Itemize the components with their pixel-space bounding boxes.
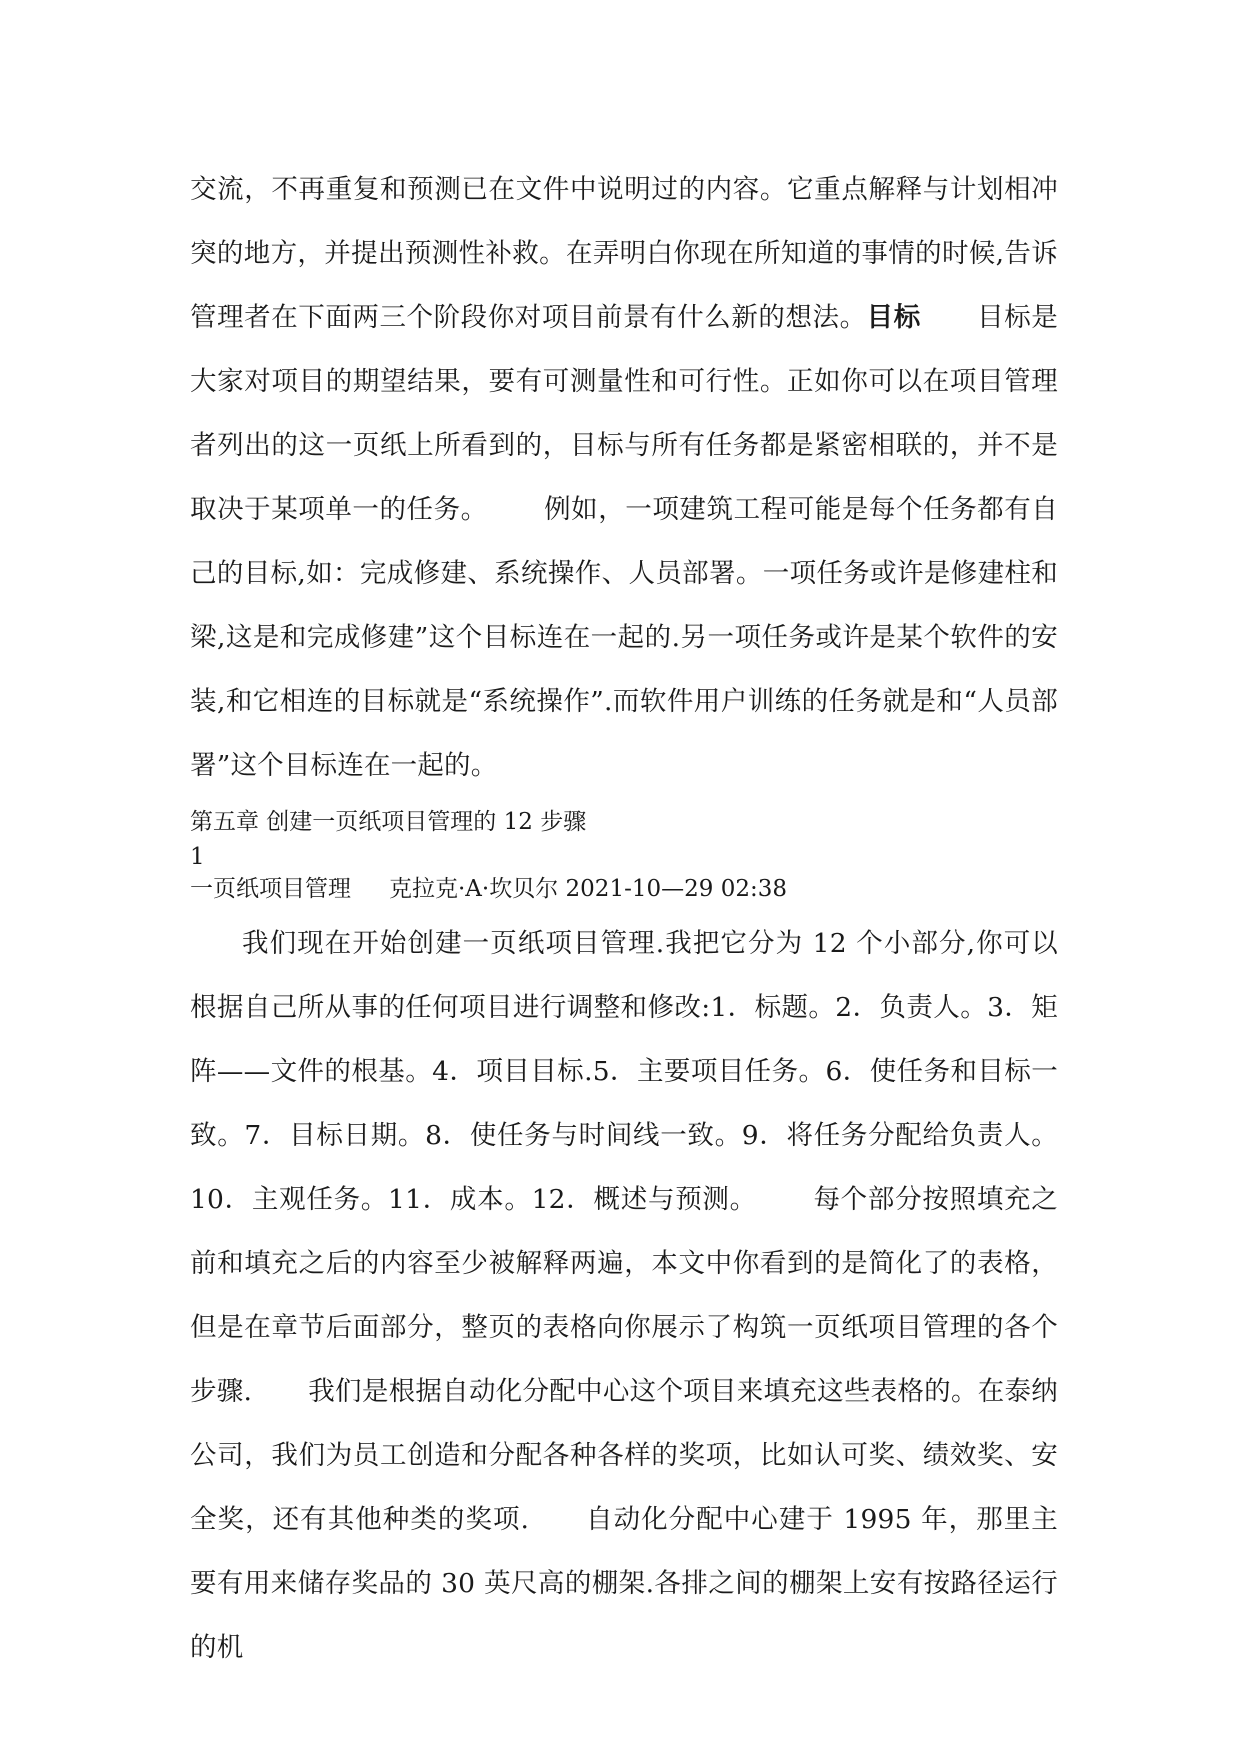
page-number: 1	[190, 844, 205, 870]
paragraph-text: 例如，一项建筑工程可能是每个任务都有自己的目标,如：完成修建、系统操作、人员部署。一项任务或许是修建柱和梁,这是和完成修建”这个目标连在一起的.另一项任务或许是某个软件的安装,和它相连的目标就是“系统操作”.而软件用户训练的任务就是和“人员部署”这个目标连在一起的。	[190, 494, 1058, 781]
chapter-title: 第五章 创建一页纸项目管理的 12 步骤	[190, 809, 587, 835]
paragraph-text: 我们现在开始创建一页纸项目管理.我把它分为 12 个小部分,你可以根据自己所从事的任何项目进行调整和修改:1．标题。2．负责人。3．矩阵——文件的根基。4．项目目标.5．主要项目任务。6．使任务和目标一致。7．目标日期。8．使任务与时间线一致。9．将任务分配给负责人。10．主观任务。11．成本。12．概述与预测。	[190, 928, 1058, 1215]
paragraph-text: 每个部分按照填充之前和填充之后的内容至少被解释两遍，本文中你看到的是简化了的表格，但是在章节后面部分，整页的表格向你展示了构筑一页纸项目管理的各个步骤.	[190, 1184, 1058, 1407]
body-paragraph-steps	[190, 912, 1058, 1680]
paragraph-text: 目标是大家对项目的期望结果，要有可测量性和可行性。正如你可以在项目管理者列出的这一页纸上所看到的，目标与所有任务都是紧密相联的，并不是取决于某项单一的任务。	[190, 302, 1058, 525]
byline	[190, 875, 787, 903]
paragraph-text: 交流，不再重复和预测已在文件中说明过的内容。它重点解释与计划相冲突的地方，并提出预测性补救。在弄明白你现在所知道的事情的时候,告诉管理者在下面两三个阶段你对项目前景有什么新的想法。	[190, 174, 1058, 333]
paragraph-text: 自动化分配中心建于 1995 年，那里主要有用来储存奖品的 30 英尺高的棚架.各排之间的棚架上安有按路径运行的机	[190, 1504, 1058, 1663]
body-paragraph-goals	[190, 158, 1058, 798]
book-title: 一页纸项目管理	[190, 876, 351, 902]
paragraph-text: 我们是根据自动化分配中心这个项目来填充这些表格的。在泰纳公司，我们为员工创造和分配各种各样的奖项，比如认可奖、绩效奖、安全奖，还有其他种类的奖项.	[190, 1376, 1058, 1535]
section-heading-goals: 目标	[866, 302, 921, 333]
author-date: 克拉克·A·坎贝尔 2021-10—29 02:38	[389, 876, 787, 902]
